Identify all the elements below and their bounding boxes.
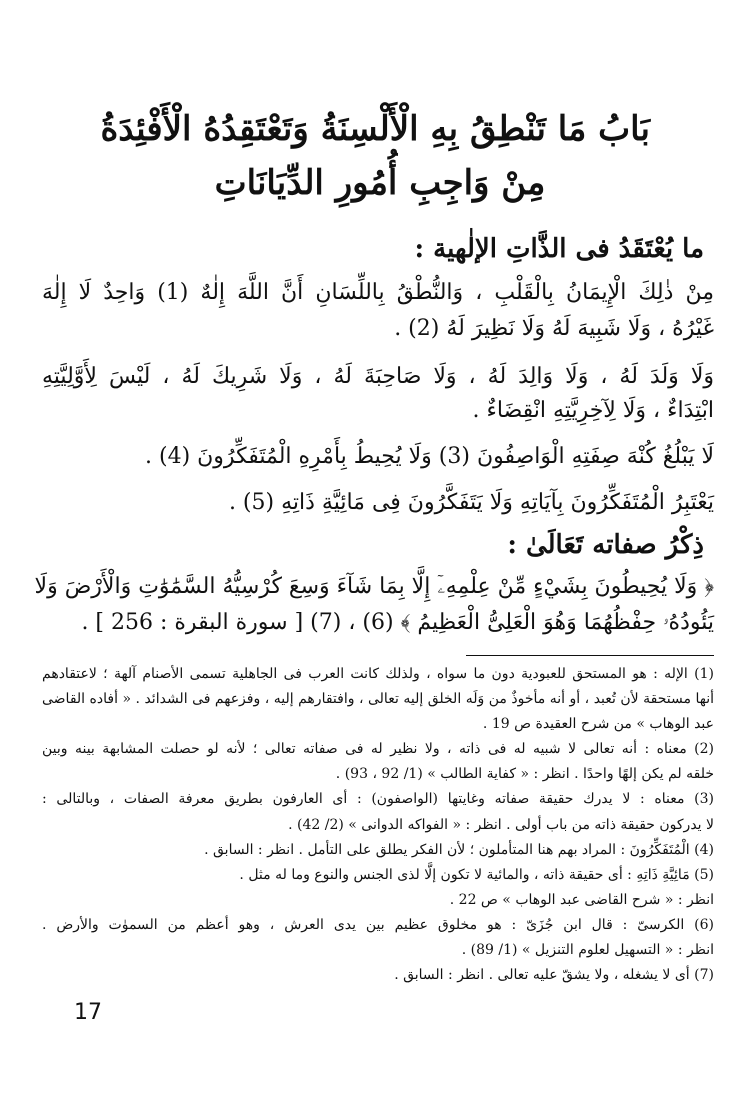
body-line: وَلَا وَلَدَ لَهُ ، وَلَا وَالِدَ لَهُ ، وَلَا صَاحِبَةَ لَهُ ، وَلَا شَرِيكَ لَهُ ، لَيْسَ لِأَوَّلِيَّتِهِ <box>42 364 714 389</box>
chapter-title-line-1: بَابُ مَا تَنْطِقُ بِهِ الْأَلْسِنَةُ وَتَعْتَقِدُهُ الْأَفْئِدَةُ <box>100 109 650 149</box>
section-heading-attributes: ذِكْرُ صفاته تَعَالَىٰ : <box>507 530 704 560</box>
chapter-title-line-2: مِنْ وَاجِبِ أُمُورِ الدِّيَانَاتِ <box>214 163 546 203</box>
footnote-separator <box>466 655 714 656</box>
quran-verse-line: يَئُودُهُۥ حِفْظُهُمَا وَهُوَ الْعَلِىُّ الْعَظِيمُ ﴾ (6) ، (7) [ سورة البقرة : 256 ] . <box>81 610 714 635</box>
footnote-line: (1) الإله : هو المستحق للعبودية دون ما سواه ، ولذلك كانت العرب فى الجاهلية تسمى الأصنام آلهة ؛ لاعتقادهم <box>42 666 714 682</box>
footnote-line: (6) الكرسىّ : قال ابن جُزَىّ : هو مخلوق عظيم بين يدى العرش ، وهو أعظم من السموٰت والأرض . <box>42 917 714 933</box>
footnote-line: لا يدركون حقيقة ذاته من باب أولى . انظر : « الفواكه الدوانى » (2/ 42) . <box>288 817 714 833</box>
footnote-line: (3) معناه : لا يدرك حقيقة صفاته وغايتها (الواصفون) : أى العارفون بطريق معرفة الصفات ، وبالتالى : <box>42 791 714 807</box>
page-number: 17 <box>74 1000 102 1025</box>
footnote-line: (5) مَائِيَّةِ ذَاتِهِ : أى حقيقة ذاته ، والمائية لا تكون إلَّا لذى الجنس والنوع وما له مثل . <box>239 867 714 883</box>
body-line: غَيْرُهُ ، وَلَا شَبِيهَ لَهُ وَلَا نَظِيرَ لَهُ (2) . <box>394 316 714 341</box>
footnote-line: (7) أى لا يشغله ، ولا يشقّ عليه تعالى . انظر : السابق . <box>394 967 714 983</box>
footnote-line: انظر : « شرح القاضى عبد الوهاب » ص 22 . <box>449 892 714 908</box>
footnote-line: (2) معناه : أنه تعالى لا شبيه له فى ذاته ، ولا نظير له فى صفاته تعالى ؛ لأنه لو حصلت المشابهة بينه وبين <box>42 741 714 757</box>
body-line: مِنْ ذٰلِكَ الْإِيمَانُ بِالْقَلْبِ ، وَالنُّطْقُ بِاللِّسَانِ أَنَّ اللَّهَ إِلٰهٌ (1) وَاحِدٌ لَا إِلٰهَ <box>42 280 714 305</box>
footnote-line: أنها مستحقة لأن تُعبد ، أو أنه مأخوذٌ من وَلَه الخلق إليه تعالى ، وافتقارهم إليه ، وفزعهم فى الشدائد . « أفاده القاضى <box>42 691 714 707</box>
footnote-line: خلقه لم يكن إلهًا واحدًا . انظر : « كفاية الطالب » (1/ 92 ، 93) . <box>335 766 714 782</box>
body-line: لَا يَبْلُغُ كُنْهَ صِفَتِهِ الْوَاصِفُونَ (3) وَلَا يُحِيطُ بِأَمْرِهِ الْمُتَفَكِّرُونَ (4) . <box>145 444 714 469</box>
body-line: ابْتِدَاءٌ ، وَلَا لِآخِرِيَّتِهِ انْقِضَاءٌ . <box>472 398 714 423</box>
quran-verse-line: ﴿ وَلَا يُحِيطُونَ بِشَيْءٍ مِّنْ عِلْمِهِۦٓ إِلَّا بِمَا شَآءَ وَسِعَ كُرْسِيُّهُ السَّمَٰوَٰتِ وَالْأَرْضَ وَلَا <box>34 574 714 599</box>
body-line: يَعْتَبِرُ الْمُتَفَكِّرُونَ بِآيَاتِهِ وَلَا يَتَفَكَّرُونَ فِى مَائِيَّةِ ذَاتِهِ (5) . <box>228 490 714 515</box>
section-heading-divine-essence: ما يُعْتَقَدُ فى الذَّاتِ الإلٰهية : <box>414 234 704 264</box>
footnote-line: (4) الْمُتَفَكِّرُونَ : المراد بهم هنا المتأملون ؛ لأن الفكر يطلق على التأمل . انظر : السابق . <box>204 842 714 858</box>
footnote-line: عبد الوهاب » من شرح العقيدة ص 19 . <box>482 716 714 732</box>
footnote-line: انظر : « التسهيل لعلوم التنزيل » (1/ 89) . <box>461 942 714 958</box>
